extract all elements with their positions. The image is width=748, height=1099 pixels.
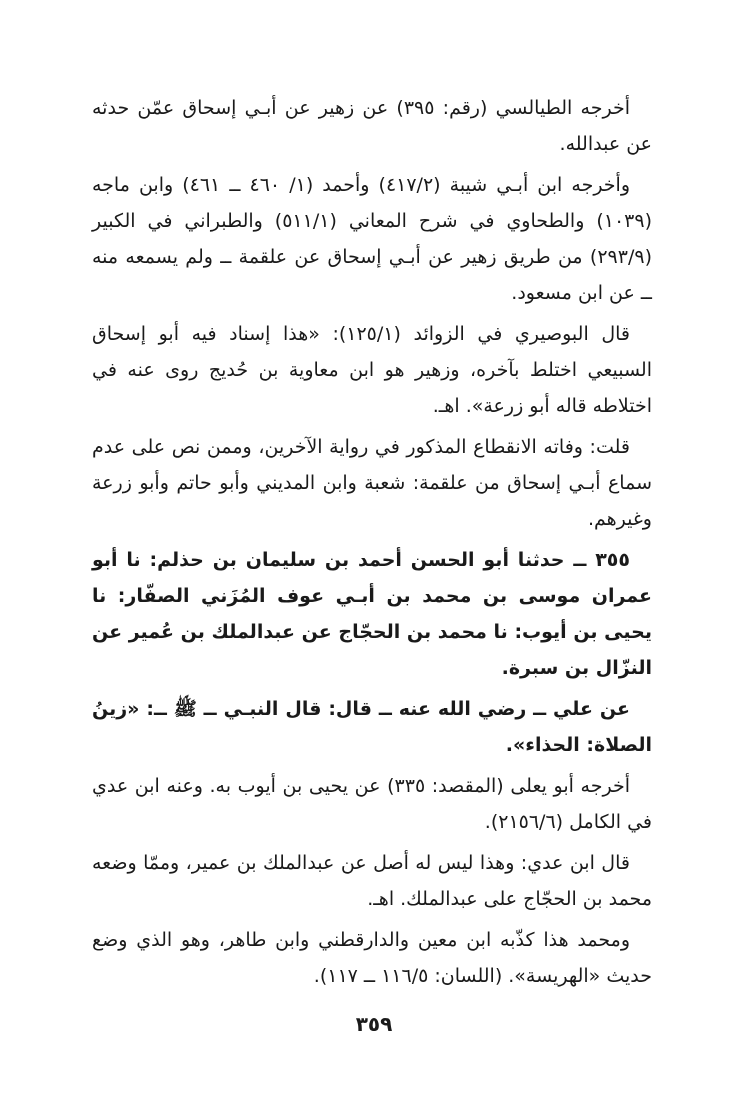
page-number: ٣٥٩ xyxy=(355,1012,393,1036)
paragraph-takhrij-tayalisi: أخرجه الطيالسي (رقم: ٣٩٥) عن زهير عن أبـي إسحاق عمّن حدثه عن عبدالله. xyxy=(92,97,652,155)
document-body xyxy=(92,90,652,999)
paragraph-takhrij-abu-yala: أخرجه أبو يعلى (المقصد: ٣٣٥) عن يحيى بن أيوب به. وعنه ابن عدي في الكامل (٢١٥٦/٦). xyxy=(92,775,652,833)
hadith-355-matn: عن علي ــ رضي الله عنه ــ قال: قال النبـي ــ ﷺ ــ: «زينُ الصلاة: الحذاء». xyxy=(92,698,652,756)
paragraph-narrator-note: ومحمد هذا كذّبه ابن معين والدارقطني وابن طاهر، وهو الذي وضع حديث «الهريسة». (اللسان: ١١٦/٥ ــ ١١٧). xyxy=(92,929,652,987)
hadith-355-isnad: ٣٥٥ ــ حدثنا أبو الحسن أحمد بن سليمان بن حذلم: نا أبو عمران موسى بن محمد بن أبـي عوف المُزَني الصفّار: نا يحيى بن أيوب: نا محمد بن الحجّاج عن عبدالملك بن عُمير عن النزّال بن سبرة. xyxy=(92,549,652,679)
paragraph-busiri-quote: قال البوصيري في الزوائد (١٢٥/١): «هذا إسناد فيه أبو إسحاق السبيعي اختلط بآخره، وزهير هو ابن معاوية بن حُديج روى عنه في اختلاطه قاله أبو زرعة». اهـ. xyxy=(92,323,652,417)
paragraph-ibn-adi-quote: قال ابن عدي: وهذا ليس له أصل عن عبدالملك بن عمير، وممّا وضعه محمد بن الحجّاج على عبدالملك. اهـ. xyxy=(92,852,652,910)
paragraph-takhrij-ibn-abi-shaybah: وأخرجه ابن أبـي شيبة (٤١٧/٢) وأحمد (١/ ٤٦٠ ــ ٤٦١) وابن ماجه (١٠٣٩) والطحاوي في شرح المعاني (٥١١/١) والطبراني في الكبير (٢٩٣/٩) من طريق زهير عن أبـي إسحاق عن علقمة ــ ولم يسمعه منه ــ عن ابن مسعود. xyxy=(92,174,652,304)
paragraph-author-note: قلت: وفاته الانقطاع المذكور في رواية الآخرين، وممن نص على عدم سماع أبـي إسحاق من علقمة: شعبة وابن المديني وأبو حاتم وأبو زرعة وغيرهم. xyxy=(92,436,652,530)
